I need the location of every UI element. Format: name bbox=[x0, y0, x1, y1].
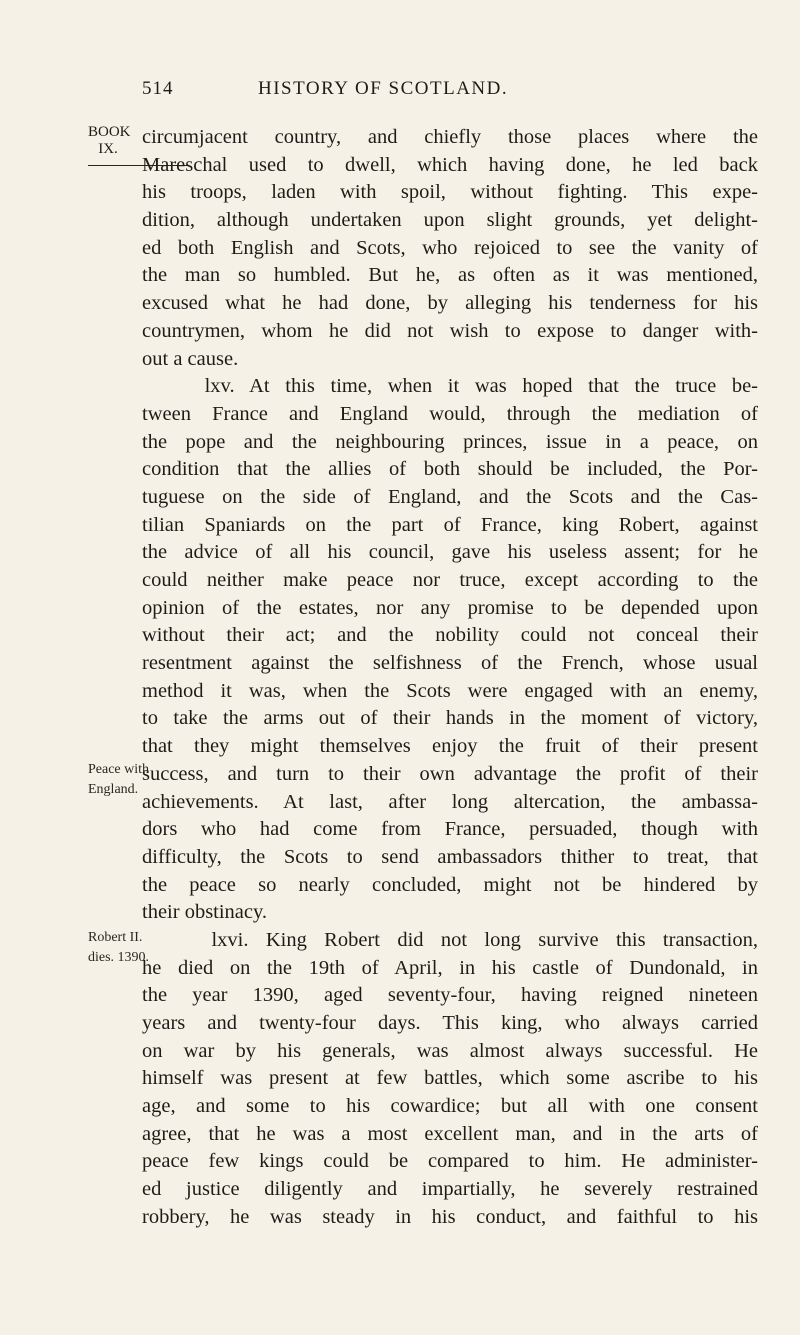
text-line: without their act; and the nobility could not conceal their bbox=[142, 624, 758, 647]
sidenote-robert bbox=[88, 928, 149, 968]
text-line: tuguese on the side of England, and the Scots and the Cas- bbox=[142, 485, 758, 508]
book-number: IX. bbox=[98, 141, 118, 157]
sidenote-line: Robert II. bbox=[88, 930, 143, 945]
text-line: their obstinacy. bbox=[142, 901, 268, 924]
text-line: achievements. At last, after long altercation, the ambassa- bbox=[142, 790, 758, 813]
text-line: dition, although undertaken upon slight grounds, yet delight- bbox=[142, 209, 758, 232]
text-line: the peace so nearly concluded, might not be hindered by bbox=[142, 873, 758, 896]
text-line: difficulty, the Scots to send ambassadors thither to treat, that bbox=[142, 845, 758, 868]
text-line: ed both English and Scots, who rejoiced to see the vanity of bbox=[142, 236, 758, 259]
text-line: the man so humbled. But he, as often as it was mentioned, bbox=[142, 264, 758, 287]
text-line: resentment against the selfishness of the French, whose usual bbox=[142, 652, 758, 675]
body-text bbox=[142, 124, 758, 1232]
text-line: success, and turn to their own advantage the profit of their bbox=[142, 762, 758, 785]
text-line: circumjacent country, and chiefly those places where the bbox=[142, 126, 758, 148]
text-line: the year 1390, aged seventy-four, having reigned nineteen bbox=[142, 984, 758, 1007]
text-line: that they might themselves enjoy the fruit of their present bbox=[142, 735, 758, 758]
text-line: his troops, laden with spoil, without fighting. This expe- bbox=[142, 181, 758, 204]
text-line: Mareschal used to dwell, which having done, he led back bbox=[142, 153, 758, 176]
text-line: on war by his generals, was almost always successful. He bbox=[142, 1039, 758, 1062]
text-line: to take the arms out of their hands in the moment of victory, bbox=[142, 707, 758, 730]
sidenote-line: England. bbox=[88, 782, 139, 797]
text-line: lxv. At this time, when it was hoped that the truce be- bbox=[142, 375, 758, 398]
text-line: age, and some to his cowardice; but all with one consent bbox=[142, 1095, 758, 1118]
text-line: tilian Spaniards on the part of France, king Robert, against bbox=[142, 513, 758, 536]
text-line: agree, that he was a most excellent man, and in the arts of bbox=[142, 1122, 758, 1145]
text-line: years and twenty-four days. This king, who always carried bbox=[142, 1012, 758, 1034]
text-line: countrymen, whom he did not wish to expose to danger with- bbox=[142, 319, 758, 342]
text-line: ed justice diligently and impartially, he severely restrained bbox=[142, 1178, 758, 1201]
text-line: method it was, when the Scots were engaged with an enemy, bbox=[142, 679, 758, 702]
text-line: the advice of all his council, gave his useless assent; for he bbox=[142, 541, 758, 564]
text-line: he died on the 19th of April, in his castle of Dundonald, in bbox=[142, 956, 758, 979]
sidenote-peace bbox=[88, 760, 149, 800]
text-line: could neither make peace nor truce, except according to the bbox=[142, 569, 758, 591]
book-label bbox=[88, 124, 131, 158]
running-title: HISTORY OF SCOTLAND. bbox=[258, 78, 509, 99]
book-word: BOOK bbox=[88, 124, 131, 140]
text-line: lxvi. King Robert did not long survive this transaction, bbox=[142, 928, 758, 951]
text-line: the pope and the neighbouring princes, issue in a peace, on bbox=[142, 430, 758, 453]
text-line: condition that the allies of both should be included, the Por- bbox=[142, 458, 758, 481]
text-line: robbery, he was steady in his conduct, and faithful to his bbox=[142, 1205, 758, 1228]
text-line: himself was present at few battles, which some ascribe to his bbox=[142, 1067, 758, 1090]
text-line: dors who had come from France, persuaded, though with bbox=[142, 818, 758, 841]
text-line: peace few kings could be compared to him. He administer- bbox=[142, 1150, 758, 1173]
page-number: 514 bbox=[142, 78, 174, 99]
text-line: out a cause. bbox=[142, 347, 239, 370]
text-line: excused what he had done, by alleging his tenderness for his bbox=[142, 292, 758, 315]
text-line: tween France and England would, through the mediation of bbox=[142, 402, 758, 425]
sidenote-line: dies. 1390. bbox=[88, 950, 150, 965]
sidenote-line: Peace with bbox=[88, 762, 150, 777]
text-line: opinion of the estates, nor any promise to be depended upon bbox=[142, 596, 758, 619]
